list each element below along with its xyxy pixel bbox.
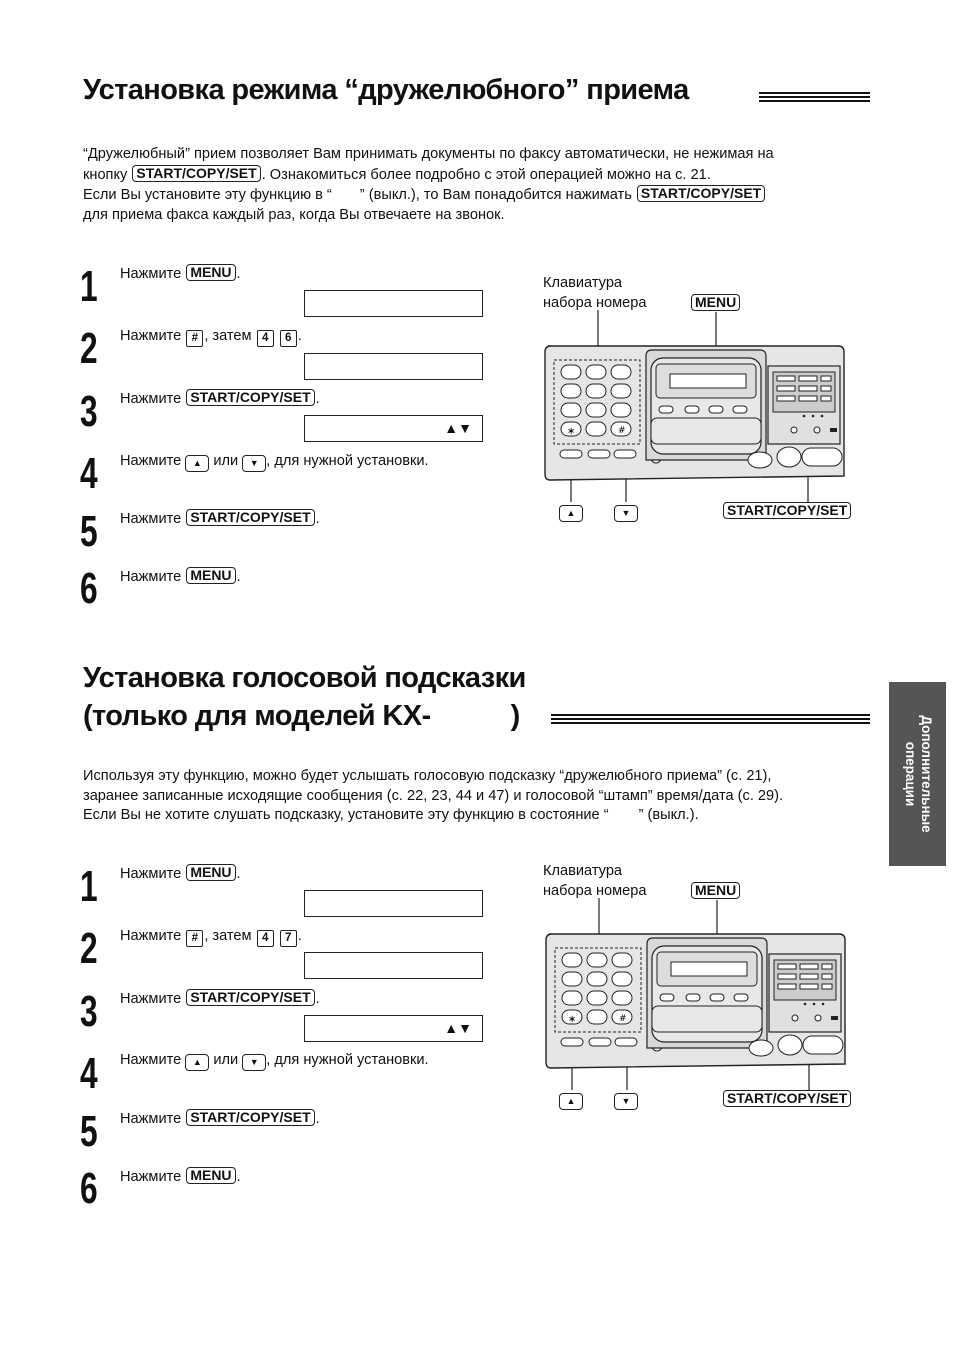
step-instruction: Нажмите MENU . xyxy=(120,864,241,882)
up-arrow-key: ▲ xyxy=(185,1054,209,1071)
start-copy-set-key: START/COPY/SET xyxy=(186,1109,314,1126)
menu-key: MENU xyxy=(186,1167,235,1184)
step-instruction: Нажмите # , затем 4 7 . xyxy=(120,927,302,947)
step-number: 5 xyxy=(80,1107,98,1156)
diagram-start-label: START/COPY/SET xyxy=(722,502,852,521)
title-rule xyxy=(759,92,870,102)
hash-key: # xyxy=(186,330,203,347)
display-box xyxy=(304,890,483,917)
up-arrow-key: ▲ xyxy=(185,455,209,472)
digit-key: 6 xyxy=(280,330,297,347)
digit-key: 4 xyxy=(257,930,274,947)
start-copy-set-key: START/COPY/SET xyxy=(186,989,314,1006)
step-number: 2 xyxy=(80,324,98,373)
step-number: 6 xyxy=(80,1164,98,1213)
section2-description: Используя эту функцию, можно будет услышать голосовую подсказку “дружелюбного приема” (с. 21), заранее записанные исходящие сообщения (с. 22, 23, 44 и 47) и голосовой “штамп” время/дата (с. 29). Если Вы не хотите слушать подсказку, установите эту функцию в состояние “ ” (выкл.). xyxy=(83,768,784,823)
digit-key: 7 xyxy=(280,930,297,947)
keypad-label: Клавиатура набора номера xyxy=(543,863,647,899)
section1-description: “Дружелюбный” прием позволяет Вам принимать документы по факсу автоматически, не нежимая на кнопку START/COPY/SET . Ознакомиться более подробно с этой операцией можно на с. 21. Если Вы установите эту функцию в “ ” (выкл.), то Вам понадобится нажимать START/COPY/SET для приема факса каждый раз, когда Вы отвечаете на звонок. xyxy=(83,146,774,223)
menu-key: MENU xyxy=(186,864,235,881)
step-instruction: Нажмите # , затем 4 6 . xyxy=(120,327,302,347)
diagram-menu-label: MENU xyxy=(690,294,741,313)
step-number: 3 xyxy=(80,387,98,436)
section2-title-line2: (только для моделей KX- ) xyxy=(83,700,520,732)
digit-key: 4 xyxy=(257,330,274,347)
section1-title: Установка режима “дружелюбного” приема xyxy=(83,74,689,106)
hash-key: # xyxy=(186,930,203,947)
step-number: 5 xyxy=(80,507,98,556)
step-instruction: Нажмите ▲ или ▼ , для нужной установки. xyxy=(120,452,429,472)
step-number: 4 xyxy=(80,449,98,498)
step-instruction: Нажмите START/COPY/SET . xyxy=(120,509,320,527)
step-number: 6 xyxy=(80,564,98,613)
keypad-label: Клавиатура набора номера xyxy=(543,275,647,311)
svg-text:#: # xyxy=(619,1014,627,1024)
up-down-arrows: ▲▼ xyxy=(444,420,472,436)
step-instruction: Нажмите ▲ или ▼ , для нужной установки. xyxy=(120,1051,429,1071)
menu-key: MENU xyxy=(186,264,235,281)
title-rule xyxy=(551,714,870,724)
diagram-start-label: START/COPY/SET xyxy=(722,1090,852,1109)
start-copy-set-key: START/COPY/SET xyxy=(637,185,765,202)
section2-title: Установка голосовой подсказки xyxy=(83,662,526,694)
up-down-arrows: ▲▼ xyxy=(444,1020,472,1036)
step-number: 1 xyxy=(80,262,98,311)
diagram-down-key: ▼ xyxy=(614,502,638,522)
step-number: 4 xyxy=(80,1049,98,1098)
start-copy-set-key: START/COPY/SET xyxy=(186,389,314,406)
side-tab-line1: Дополнительные xyxy=(918,715,934,833)
display-box xyxy=(304,415,483,442)
display-box xyxy=(304,353,483,380)
svg-text:#: # xyxy=(618,426,626,436)
svg-text:∗: ∗ xyxy=(567,426,576,437)
down-arrow-key: ▼ xyxy=(242,455,266,472)
diagram-down-key: ▼ xyxy=(614,1090,638,1110)
svg-text:∗: ∗ xyxy=(568,1014,577,1025)
display-box xyxy=(304,1015,483,1042)
step-instruction: Нажмите START/COPY/SET . xyxy=(120,1109,320,1127)
step-instruction: Нажмите START/COPY/SET . xyxy=(120,989,320,1007)
display-box xyxy=(304,952,483,979)
menu-key: MENU xyxy=(186,567,235,584)
step-instruction: Нажмите MENU . xyxy=(120,264,241,282)
step-number: 2 xyxy=(80,924,98,973)
start-copy-set-key: START/COPY/SET xyxy=(186,509,314,526)
down-arrow-key: ▼ xyxy=(242,1054,266,1071)
diagram-menu-label: MENU xyxy=(690,882,741,901)
start-copy-set-key: START/COPY/SET xyxy=(132,165,260,182)
step-instruction: Нажмите START/COPY/SET . xyxy=(120,389,320,407)
diagram-up-key: ▲ xyxy=(559,1090,583,1110)
display-box xyxy=(304,290,483,317)
step-instruction: Нажмите MENU . xyxy=(120,1167,241,1185)
fax-panel-diagram xyxy=(540,300,870,515)
fax-panel-diagram xyxy=(541,888,871,1103)
section-side-tab xyxy=(889,682,946,866)
side-tab-line2: операции xyxy=(902,741,918,807)
diagram-up-key: ▲ xyxy=(559,502,583,522)
step-instruction: Нажмите MENU . xyxy=(120,567,241,585)
step-number: 1 xyxy=(80,862,98,911)
step-number: 3 xyxy=(80,987,98,1036)
